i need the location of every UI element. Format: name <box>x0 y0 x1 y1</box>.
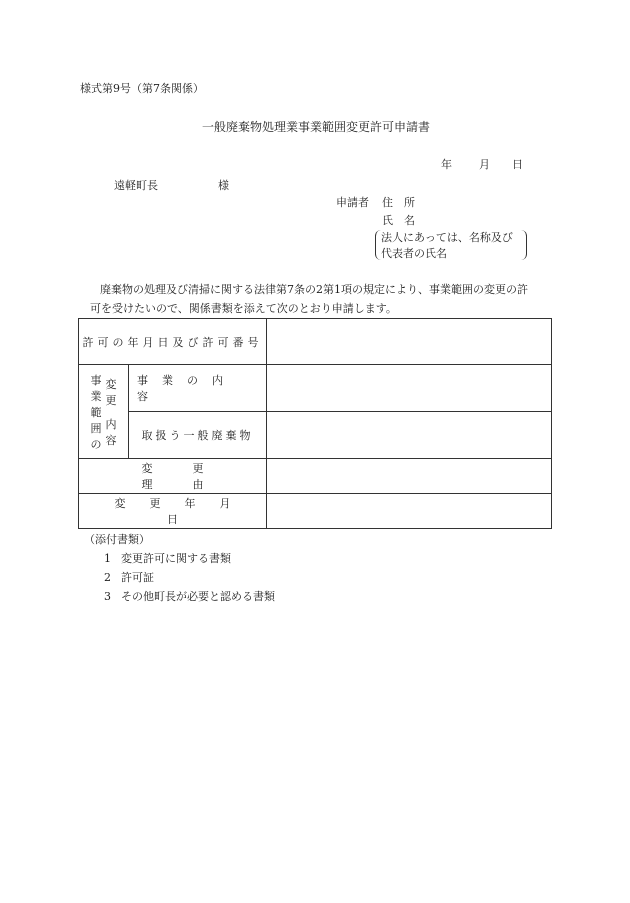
item-text: 許可証 <box>121 571 154 584</box>
range-char: 事 <box>90 373 102 387</box>
body-line-2: 可を受けたいので、関係書類を添えて次のとおり申請します。 <box>90 302 397 315</box>
list-item <box>104 588 275 604</box>
corp-note-line2: 代表者の氏名 <box>381 247 447 260</box>
range-char: 容 <box>105 433 117 447</box>
business-content-label: 事業の内容 <box>137 374 237 403</box>
business-content-label-cell <box>129 365 267 412</box>
body-line-1: 廃棄物の処理及び清掃に関する法律第7条の2第1項の規定により、事業範囲の変更の許 <box>100 283 528 296</box>
change-date-label: 変更年月日 <box>114 497 255 526</box>
item-number: 1 <box>104 552 111 565</box>
item-number: 3 <box>104 590 111 603</box>
range-char: 変 <box>105 377 117 391</box>
change-reason-value[interactable] <box>267 459 552 494</box>
change-reason-label: 変更理由 <box>141 462 244 491</box>
item-number: 2 <box>104 571 111 584</box>
change-reason-label-cell <box>79 459 267 494</box>
business-content-value[interactable] <box>267 365 552 412</box>
table-row <box>79 319 552 365</box>
month-label: 月 <box>479 158 490 171</box>
range-char: 範 <box>90 405 102 419</box>
honorific-label: 様 <box>218 179 229 192</box>
day-label: 日 <box>512 158 523 171</box>
range-char: 業 <box>90 389 102 403</box>
mayor-label: 遠軽町長 <box>114 179 158 192</box>
table-row <box>79 494 552 529</box>
range-char: 囲 <box>90 421 102 435</box>
address-label: 住 所 <box>382 196 415 209</box>
range-char: 更 <box>105 393 117 407</box>
change-date-label-cell <box>79 494 267 529</box>
permit-date-number-label: 許可の年月日及び許可番号 <box>82 335 263 349</box>
application-table <box>78 318 552 529</box>
list-item <box>104 569 154 585</box>
range-char: の <box>90 437 102 451</box>
attachments-heading: （添付書類） <box>84 533 150 546</box>
corp-note-line1: 法人にあっては、名称及び <box>381 231 513 244</box>
page-title: 一般廃棄物処理業事業範囲変更許可申請書 <box>202 120 431 134</box>
permit-date-number-label-cell <box>79 319 267 365</box>
item-text: その他町長が必要と認める書類 <box>121 590 275 603</box>
form-number: 様式第9号（第7条関係） <box>80 82 204 95</box>
applicant-label: 申請者 <box>336 196 369 209</box>
table-row <box>79 459 552 494</box>
handled-waste-label-cell <box>129 412 267 459</box>
table-row <box>79 365 552 412</box>
list-item <box>104 550 231 566</box>
year-label: 年 <box>441 158 452 171</box>
item-text: 変更許可に関する書類 <box>121 552 231 565</box>
table-row <box>79 412 552 459</box>
range-char: 内 <box>105 417 117 431</box>
change-range-label-cell <box>79 365 129 459</box>
change-date-value[interactable] <box>267 494 552 529</box>
permit-date-number-value[interactable] <box>267 319 552 365</box>
handled-waste-label: 取扱う一般廃棄物 <box>141 429 254 442</box>
handled-waste-value[interactable] <box>267 412 552 459</box>
name-label: 氏 名 <box>382 214 415 227</box>
